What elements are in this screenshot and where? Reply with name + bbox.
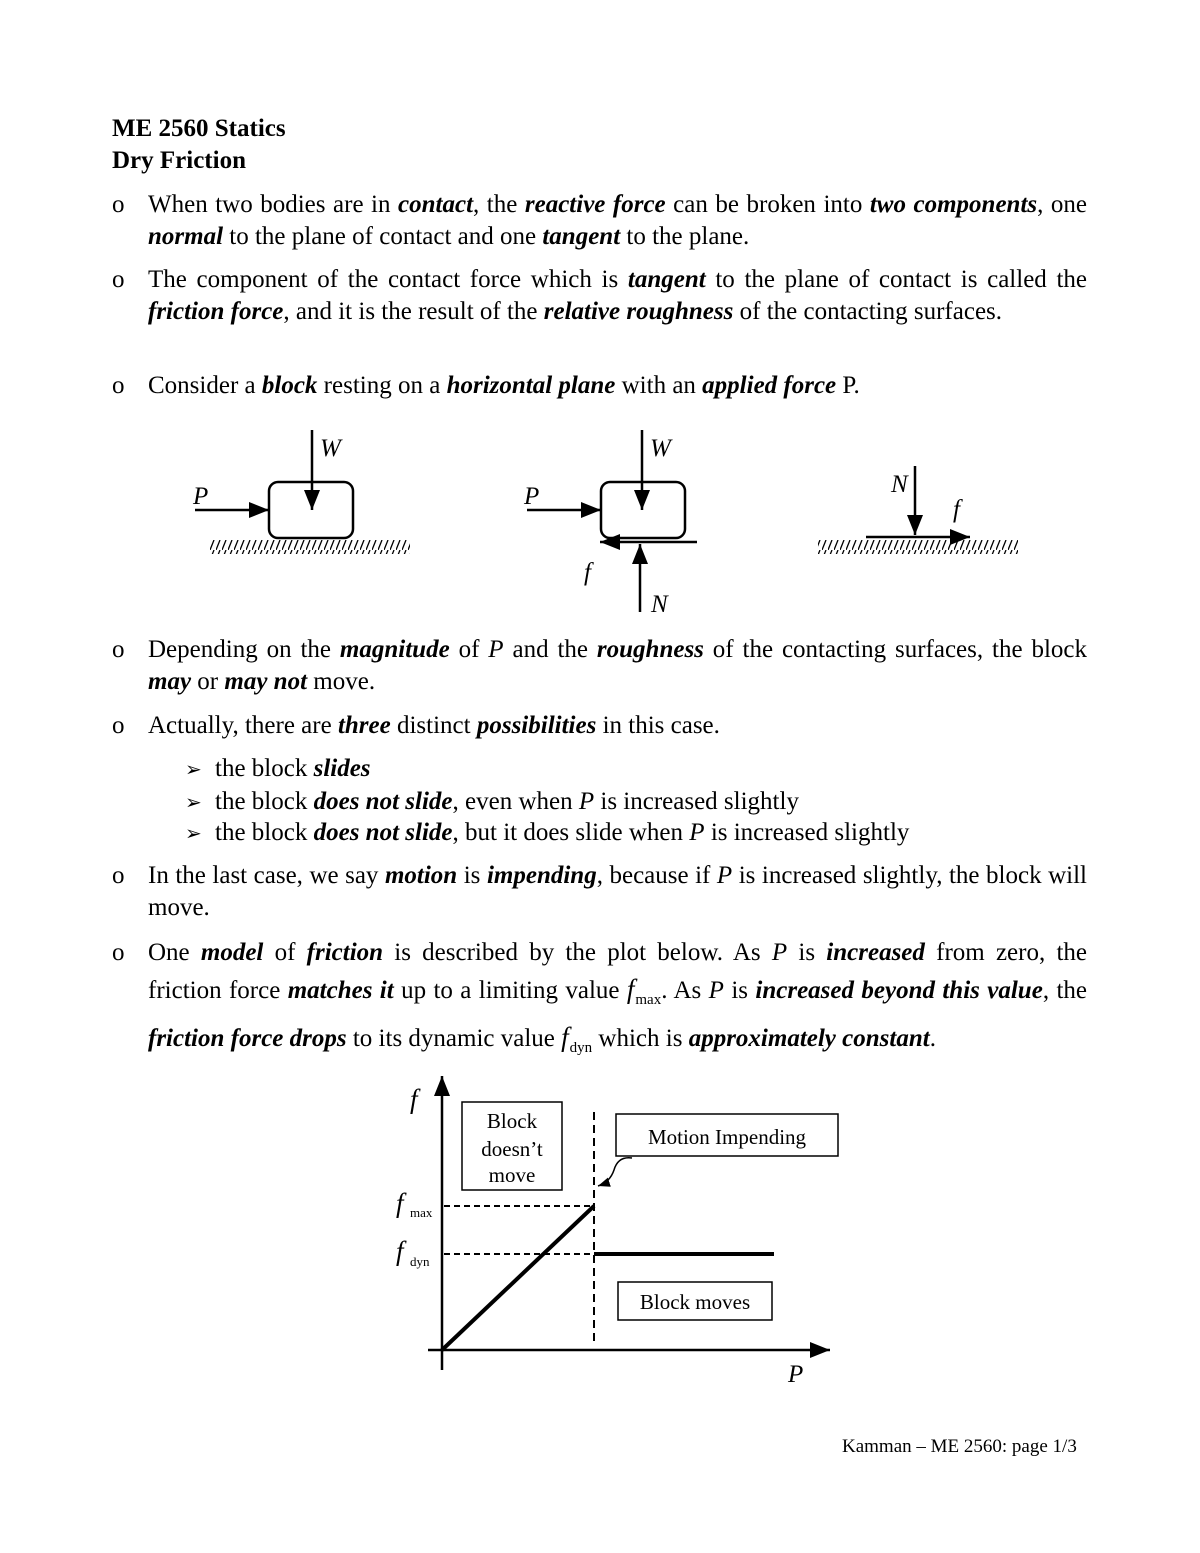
friction-plot [380, 1070, 850, 1400]
label-n: N [891, 471, 908, 498]
ground-hatch [818, 540, 1018, 554]
svg-text:Block: Block [486, 1109, 538, 1133]
static-friction-line [442, 1206, 594, 1350]
topic-title: Dry Friction [112, 147, 246, 174]
y-axis-label: f [410, 1084, 418, 1114]
bullet-friction-model [112, 934, 1087, 1067]
arrow-bullet-icon: ➢ [185, 790, 202, 814]
svg-text:Motion Impending: Motion Impending [647, 1125, 807, 1149]
bullet-text: Depending on the magnitude of P and the roughness of the contacting surfaces, the block may or may not move. [148, 636, 1088, 695]
svg-text:doesn’t: doesn’t [481, 1137, 543, 1161]
tick-label-fdyn-sub: dyn [410, 1254, 430, 1269]
bullet-motion-impending [112, 860, 1087, 924]
bullet-text: Actually, there are three distinct possibilities in this case. [148, 712, 720, 739]
bullet-mark: o [112, 372, 125, 399]
bullet-mark: o [112, 266, 125, 293]
x-axis-label: P [788, 1361, 804, 1388]
diagram-block-on-plane [192, 430, 410, 554]
bullet-contact [112, 189, 1087, 253]
bullet-mark: o [112, 191, 125, 218]
ground-hatch [210, 540, 410, 554]
bullet-three-possibilities [112, 710, 1087, 742]
annotation-block-doesnt-move [462, 1102, 562, 1190]
bullet-text: The component of the contact force which is tangent to the plane of contact is called the friction force, and it is the result of the relative roughness of the contacting surfaces. [148, 266, 1087, 325]
tick-label-fdyn: f [396, 1236, 404, 1266]
page-footer: Kamman – ME 2560: page 1/3 [842, 1436, 1077, 1457]
bullet-mark: o [112, 636, 125, 663]
block-force-diagrams [0, 420, 1200, 620]
diagram-ground-forces [818, 466, 1018, 554]
course-title: ME 2560 Statics [112, 115, 286, 142]
label-n: N [651, 591, 668, 618]
tick-label-fmax-sub: max [410, 1205, 433, 1220]
svg-text:move: move [488, 1163, 536, 1187]
bullet-text: One model of friction is described by the plot below. As P is increased from zero, the friction force matches it up to a limiting value $f_{max}$. As P is increased beyond this value, the friction force drops to its dynamic value $f_{dyn}$ which is approximately constant. [148, 939, 1087, 1056]
case-impending: ➢ the block does not slide, but it does slide when P is increased slightly [185, 817, 909, 849]
tick-label-fmax: f [396, 1188, 404, 1218]
arrow-bullet-icon: ➢ [185, 757, 202, 781]
bullet-friction-force [112, 264, 1087, 328]
bullet-mark: o [112, 939, 125, 966]
svg-text:Block moves: Block moves [639, 1290, 751, 1314]
label-p: P [193, 483, 209, 510]
motion-impending-pointer [598, 1158, 632, 1186]
label-f: f [953, 496, 960, 523]
case-slides: ➢ the block slides [185, 753, 371, 785]
bullet-mark: o [112, 712, 125, 739]
case-does-not-slide: ➢ the block does not slide, even when P is increased slightly [185, 786, 799, 818]
arrow-bullet-icon: ➢ [185, 821, 202, 845]
label-w: W [650, 435, 671, 462]
bullet-depending [112, 634, 1087, 698]
bullet-text: In the last case, we say motion is impending, because if P is increased slightly, the block will move. [148, 862, 1087, 921]
label-p: P [524, 483, 540, 510]
diagram-free-body [523, 430, 697, 618]
bullet-text: Consider a block resting on a horizontal plane with an applied force P. [148, 372, 860, 399]
label-f: f [584, 559, 591, 586]
bullet-mark: o [112, 862, 125, 889]
annotation-block-moves [618, 1282, 772, 1320]
annotation-motion-impending [616, 1114, 838, 1156]
bullet-consider-block [112, 370, 1087, 402]
bullet-text: When two bodies are in contact, the reactive force can be broken into two components, one normal to the plane of contact and one tangent to the plane. [148, 191, 1087, 250]
label-w: W [320, 435, 341, 462]
